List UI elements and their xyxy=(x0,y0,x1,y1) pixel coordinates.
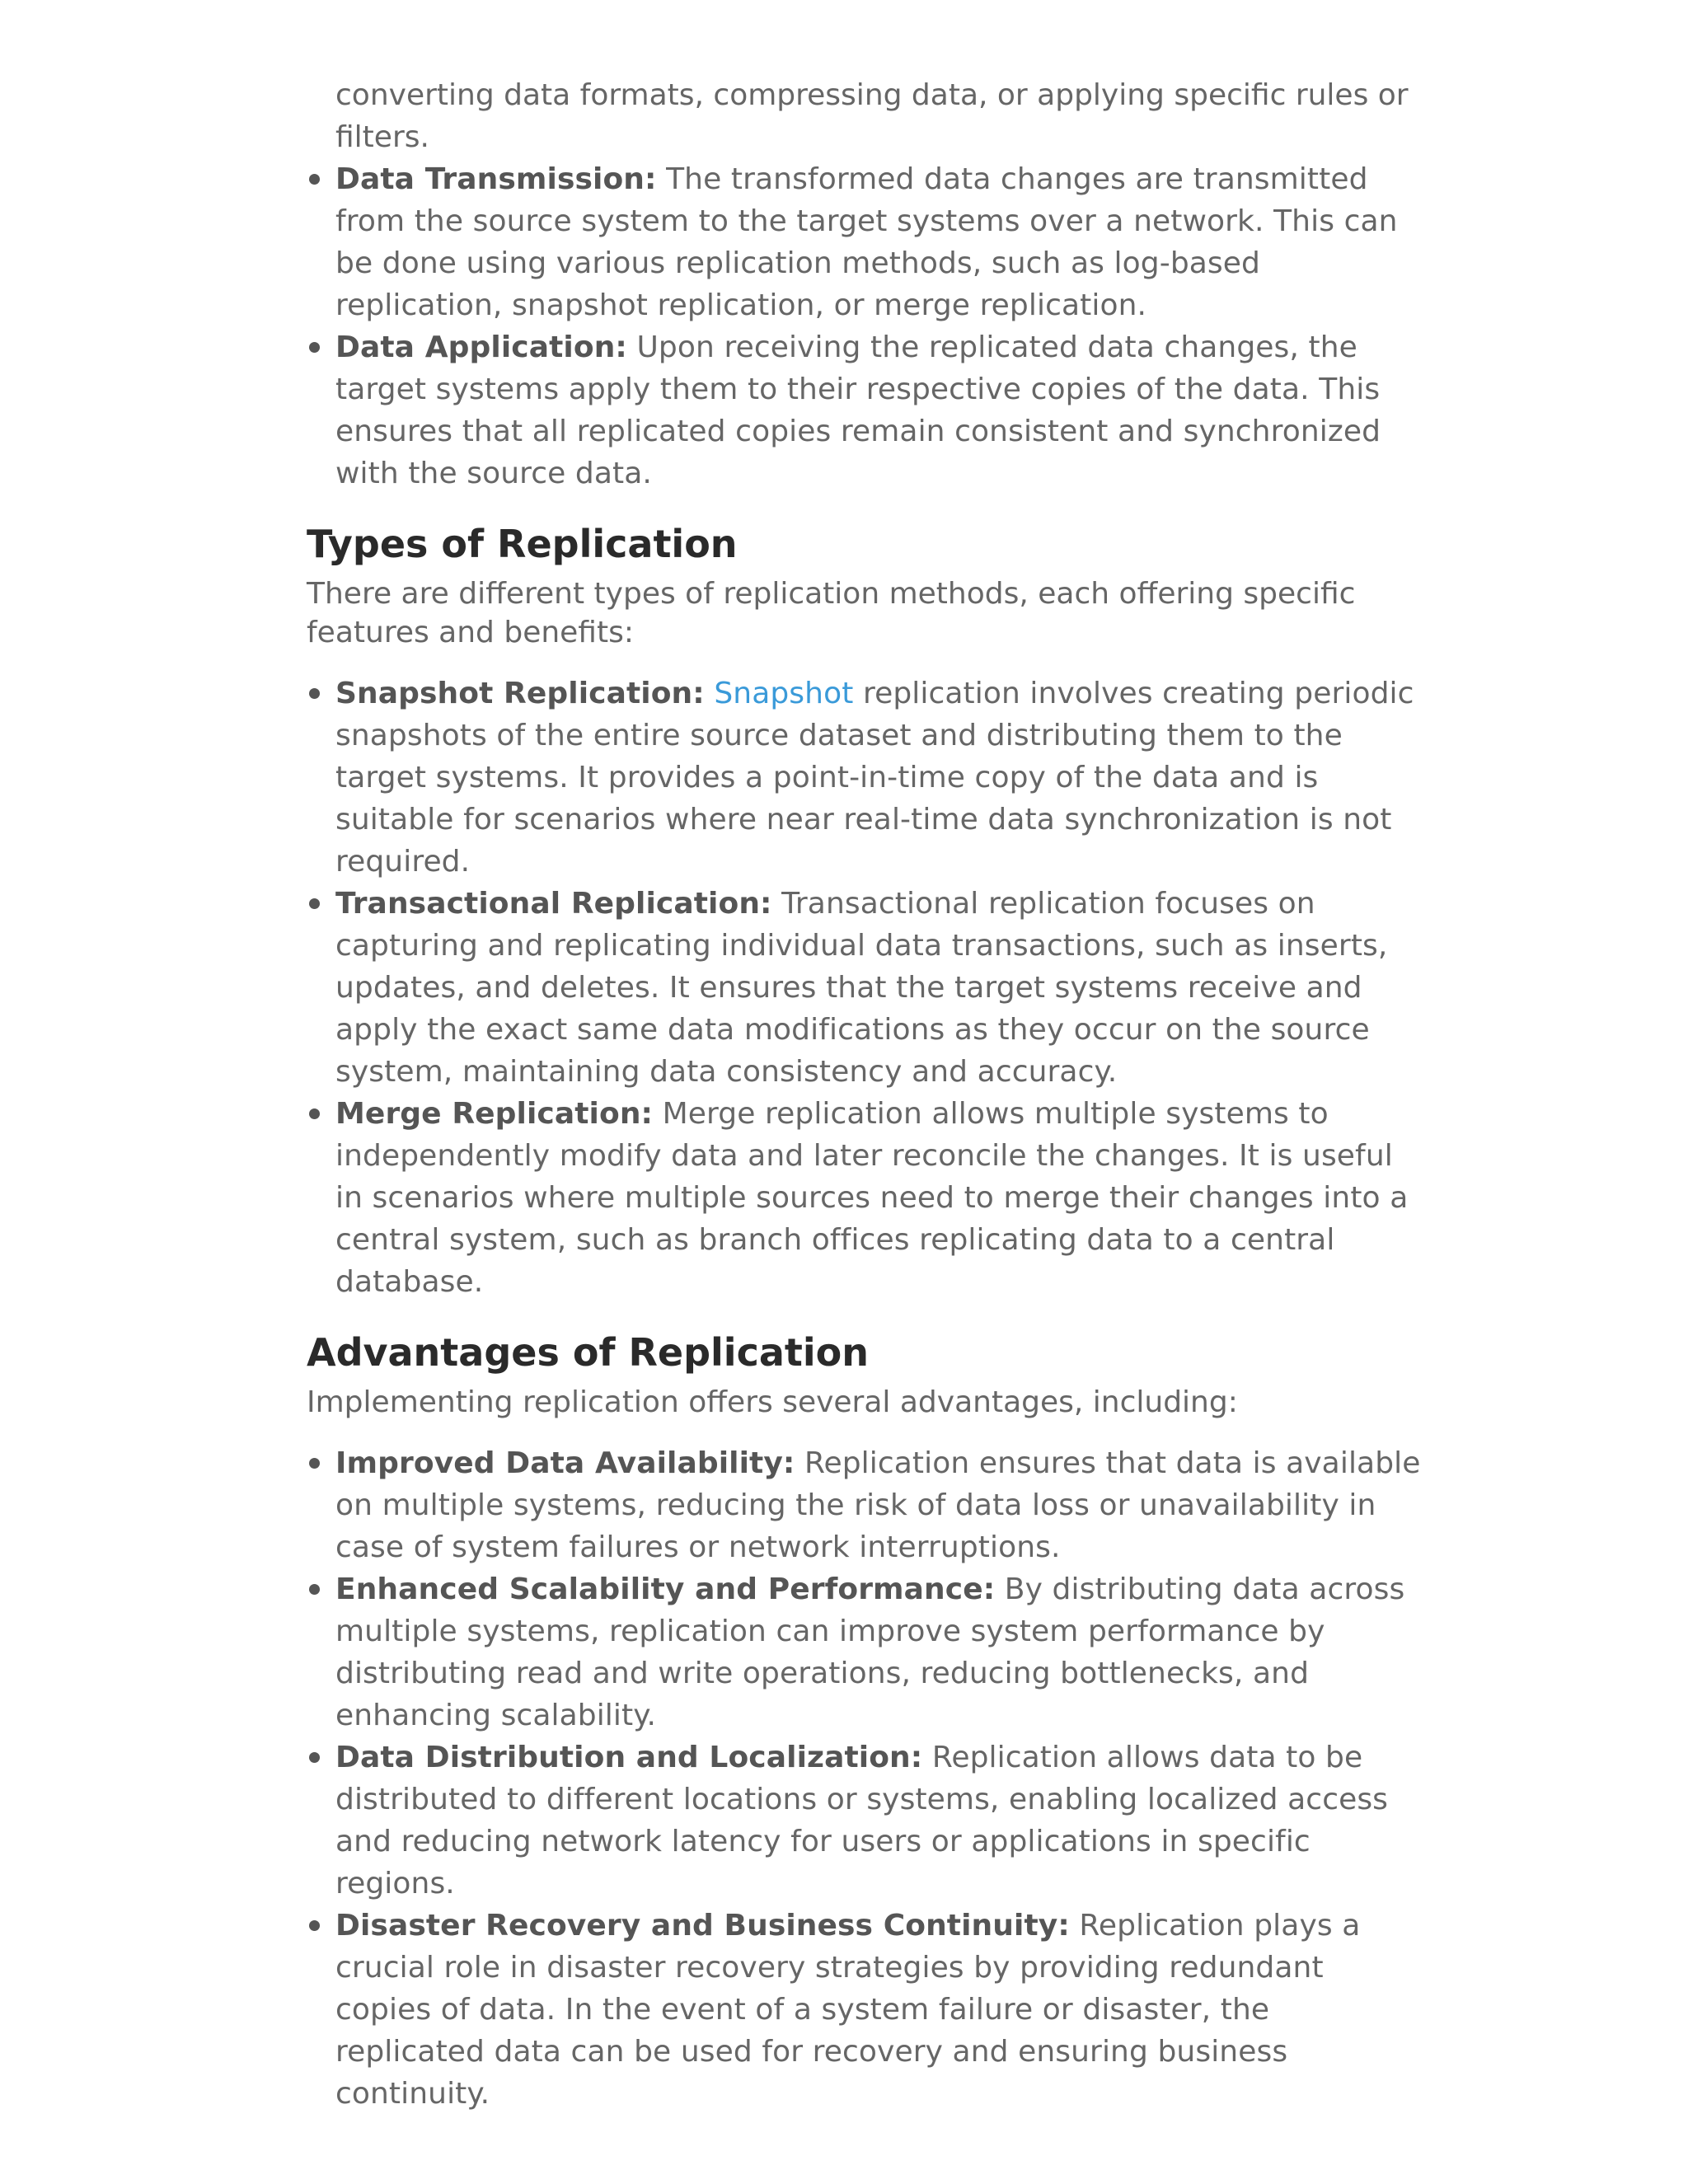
heading-advantages-of-replication: Advantages of Replication xyxy=(307,1330,869,1375)
list-item-transactional-replication xyxy=(307,883,1428,1093)
bullet-icon xyxy=(309,1108,320,1119)
types-intro-paragraph: There are different types of replication methods, each offering specific features and benefits: xyxy=(307,577,1356,649)
bullet-icon xyxy=(309,1584,320,1595)
bullet-icon xyxy=(309,1752,320,1763)
list-item-snapshot-replication xyxy=(307,673,1428,883)
list-item-text: replication involves creating periodic snapshots of the entire source dataset and distributing them to the target systems. It provides a point-in-time copy of the data and is suitable for scenarios where near real-time data synchronization is not required. xyxy=(335,677,1414,879)
list-item-improved-data-availability xyxy=(307,1442,1428,1568)
list-item-term: Improved Data Availability: xyxy=(335,1446,795,1480)
list-item-term: Transactional Replication: xyxy=(335,887,772,921)
list-item-text: By distributing data across multiple systems, replication can improve system performance by distributing read and write operations, reducing bottlenecks, and enhancing scalability. xyxy=(335,1572,1405,1732)
list-item-text: Merge replication allows multiple systems to independently modify data and later reconcile the changes. It is useful in scenarios where multiple sources need to merge their changes into a central system, such as branch offices replicating data to a central database. xyxy=(335,1097,1409,1299)
list-item-term: Merge Replication: xyxy=(335,1097,654,1131)
list-item-continuation: converting data formats, compressing data, or applying specific rules or filters. xyxy=(335,78,1409,154)
list-item-term: Data Distribution and Localization: xyxy=(335,1741,923,1774)
list-item-enhanced-scalability xyxy=(307,1568,1428,1736)
bullet-icon xyxy=(309,688,320,699)
list-item-data-application xyxy=(307,326,1428,494)
heading-types-of-replication: Types of Replication xyxy=(307,522,738,566)
bullet-icon xyxy=(309,1920,320,1931)
snapshot-link[interactable]: Snapshot xyxy=(714,677,854,710)
list-item-data-transmission xyxy=(307,158,1428,326)
types-list xyxy=(307,673,1428,1303)
bullet-icon xyxy=(309,898,320,909)
bullet-icon xyxy=(309,1458,320,1469)
bullet-icon xyxy=(309,342,320,353)
list-item-text: Replication plays a crucial role in disaster recovery strategies by providing redundant copies of data. In the event of a system failure or disaster, the replicated data can be used for recovery and ensuring business continuity. xyxy=(335,1909,1361,2111)
list-item-term: Snapshot Replication: xyxy=(335,677,705,710)
list-item-text: Transactional replication focuses on capturing and replicating individual data transactions, such as inserts, updates, and deletes. It ensures that the target systems receive and apply the exact same data modifications as they occur on the source system, maintaining data consistency and accuracy. xyxy=(335,887,1388,1089)
list-item-text: Replication allows data to be distributed to different locations or systems, enabling localized access and reducing network latency for users or applications in specific regions. xyxy=(335,1741,1389,1900)
advantages-intro-paragraph: Implementing replication offers several advantages, including: xyxy=(307,1385,1238,1419)
list-item-data-distribution xyxy=(307,1736,1428,1905)
list-item-disaster-recovery xyxy=(307,1905,1428,2115)
list-item-text: Upon receiving the replicated data changes, the target systems apply them to their respective copies of the data. This ensures that all replicated copies remain consistent and synchronized with the source data. xyxy=(335,330,1381,490)
list-item-text: Replication ensures that data is available on multiple systems, reducing the risk of data loss or unavailability in case of system failures or network interruptions. xyxy=(335,1446,1421,1564)
bullet-icon xyxy=(309,174,320,185)
list-item-text: The transformed data changes are transmitted from the source system to the target systems over a network. This can be done using various replication methods, such as log-based replication, snapshot replication, or merge replication. xyxy=(335,162,1398,322)
list-item-term: Data Application: xyxy=(335,330,627,364)
replication-process-list xyxy=(307,158,1428,494)
list-item-merge-replication xyxy=(307,1093,1428,1303)
list-item-term: Data Transmission: xyxy=(335,162,657,196)
list-item-term: Disaster Recovery and Business Continuity: xyxy=(335,1909,1070,1943)
list-item-term: Enhanced Scalability and Performance: xyxy=(335,1572,996,1606)
advantages-list xyxy=(307,1442,1428,2115)
document-content xyxy=(307,74,1428,2115)
